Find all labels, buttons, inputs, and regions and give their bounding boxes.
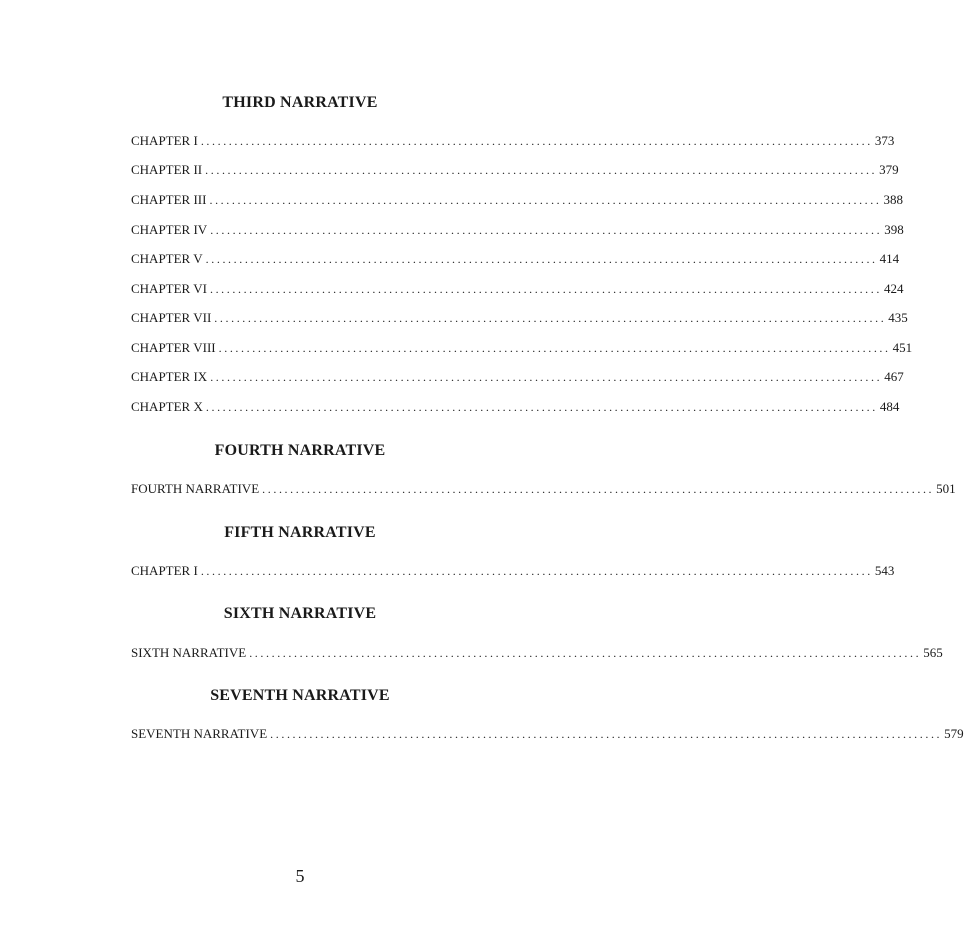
- toc-entry[interactable]: [131, 340, 913, 358]
- toc-entry[interactable]: [131, 192, 903, 210]
- dot-leader: ........................................................................................................................: [218, 341, 891, 355]
- toc-entry-page: 451: [892, 340, 913, 355]
- toc-entry-page: 484: [879, 399, 900, 414]
- toc-entry-title: CHAPTER IV: [131, 222, 208, 237]
- toc-entry-title: CHAPTER II: [131, 162, 203, 177]
- toc-entry-page: 579: [944, 726, 964, 741]
- section-heading-fourth-narrative: FOURTH NARRATIVE: [214, 442, 386, 459]
- dot-leader: ........................................................................................................................: [205, 163, 878, 177]
- toc-entry-page: 424: [883, 281, 904, 296]
- dot-leader: ........................................................................................................................: [205, 400, 878, 414]
- toc-entry-page: 435: [888, 310, 908, 325]
- toc-entry-page: 543: [874, 563, 895, 578]
- dot-leader: ........................................................................................................................: [210, 223, 883, 237]
- toc-entry[interactable]: [131, 726, 964, 744]
- toc-entry[interactable]: [131, 645, 943, 663]
- toc-entry-title: FOURTH NARRATIVE: [131, 481, 260, 496]
- toc-entry[interactable]: [131, 369, 904, 387]
- dot-leader: ........................................................................................................................: [214, 311, 887, 325]
- toc-entry-title: CHAPTER I: [131, 563, 198, 578]
- toc-entry-title: CHAPTER VII: [131, 310, 212, 325]
- dot-leader: ........................................................................................................................: [210, 370, 883, 384]
- toc-entry-title: CHAPTER III: [131, 192, 207, 207]
- toc-entry-title: SIXTH NARRATIVE: [131, 645, 247, 660]
- section-heading-sixth-narrative: SIXTH NARRATIVE: [223, 605, 377, 622]
- toc-entry-page: 414: [879, 251, 900, 266]
- dot-leader: ........................................................................................................................: [249, 646, 922, 660]
- toc-entry-page: 565: [923, 645, 943, 660]
- toc-entry-title: CHAPTER X: [131, 399, 203, 414]
- toc-entry[interactable]: [131, 563, 895, 581]
- toc-entry-page: 467: [884, 369, 904, 384]
- dot-leader: ........................................................................................................................: [209, 193, 882, 207]
- toc-entry-page: 373: [874, 133, 895, 148]
- toc-entry[interactable]: [131, 399, 900, 417]
- toc-entry-title: SEVENTH NARRATIVE: [131, 726, 268, 741]
- dot-leader: ........................................................................................................................: [200, 564, 873, 578]
- toc-entry-title: CHAPTER VI: [131, 281, 207, 296]
- dot-leader: ........................................................................................................................: [209, 282, 882, 296]
- toc-entry-title: CHAPTER I: [131, 133, 198, 148]
- dot-leader: ........................................................................................................................: [262, 482, 935, 496]
- toc-entry[interactable]: [131, 481, 956, 499]
- toc-entry-page: 398: [884, 222, 904, 237]
- section-heading-fifth-narrative: FIFTH NARRATIVE: [224, 524, 376, 541]
- toc-entry-page: 379: [879, 162, 899, 177]
- toc-entry-page: 388: [883, 192, 903, 207]
- toc-entry[interactable]: [131, 310, 908, 328]
- toc-entry[interactable]: [131, 281, 904, 299]
- toc-entry-title: CHAPTER IX: [131, 369, 208, 384]
- page-number: 5: [295, 866, 305, 886]
- toc-entry[interactable]: [131, 251, 900, 269]
- toc-entry[interactable]: [131, 222, 904, 240]
- dot-leader: ........................................................................................................................: [205, 252, 878, 266]
- toc-entry-page: 501: [936, 481, 956, 496]
- section-heading-third-narrative: THIRD NARRATIVE: [222, 94, 378, 111]
- section-heading-seventh-narrative: SEVENTH NARRATIVE: [210, 687, 390, 704]
- toc-entry[interactable]: [131, 162, 899, 180]
- toc-entry-title: CHAPTER VIII: [131, 340, 216, 355]
- dot-leader: ........................................................................................................................: [270, 727, 943, 741]
- dot-leader: ........................................................................................................................: [200, 134, 873, 148]
- toc-entry-title: CHAPTER V: [131, 251, 203, 266]
- toc-entry[interactable]: [131, 133, 895, 151]
